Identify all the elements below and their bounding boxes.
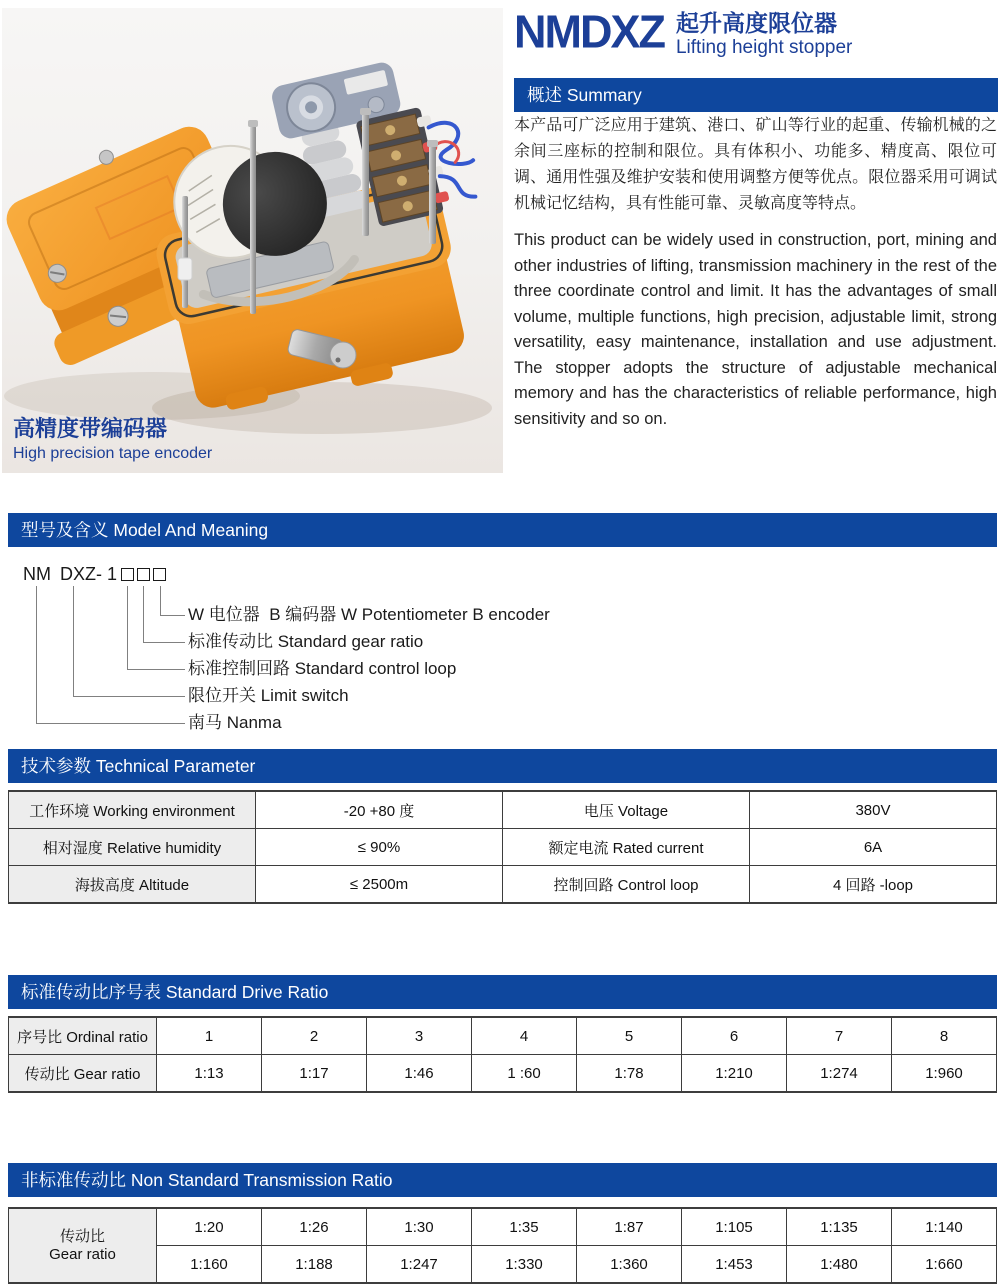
value-cell: 1:135 — [787, 1208, 892, 1246]
value-cell: 1:188 — [262, 1246, 367, 1284]
value-cell: 1:480 — [787, 1246, 892, 1284]
model-label: 南马 Nanma — [188, 713, 282, 732]
model-code-part: DXZ — [60, 564, 96, 584]
value-cell: 1:105 — [682, 1208, 787, 1246]
value-cell: 1:35 — [472, 1208, 577, 1246]
product-title-en: Lifting height stopper — [675, 37, 853, 58]
model-diagram — [0, 556, 1000, 748]
table-row — [9, 1246, 997, 1284]
model-label: 标准传动比 Standard gear ratio — [188, 632, 424, 651]
value-cell: 1:660 — [892, 1246, 997, 1284]
nonstandard-ratio-section-header: 非标准传动比 Non Standard Transmission Ratio — [8, 1163, 997, 1197]
table-row — [9, 829, 997, 866]
model-label: W 电位器 B 编码器 W Potentiometer B encoder — [188, 605, 550, 624]
nonstandard-ratio-table — [8, 1207, 997, 1284]
standard-ratio-table — [8, 1016, 997, 1093]
model-code-part: 1 — [107, 564, 118, 584]
value-cell: 额定电流 Rated current — [503, 829, 750, 866]
value-cell: 1:13 — [157, 1055, 262, 1093]
table-row — [9, 1208, 997, 1246]
table-row — [9, 1017, 997, 1055]
product-photo-illustration — [2, 8, 503, 473]
summary-text-en: This product can be widely used in construction, port, mining and other industries of lifting, transmission machinery in the rest of the three coordinate control and limit. It has the advantages of small volume, multiple functions, high precision, adjustable limit, strong versatility, easy maintenance, installation and use adjustment. The stopper adopts the structure of adjustable mechanical memory and has the characteristics of reliable performance, high sensitivity and so on. — [514, 231, 997, 428]
photo-caption-en: High precision tape encoder — [13, 445, 213, 462]
table-row — [9, 791, 997, 829]
summary-text-zh: 本产品可广泛应用于建筑、港口、矿山等行业的起重、传输机械的之余间三座标的控制和限位。具有体积小、功能多、精度高、限位可调、通用性强及维护安装和使用调整方便等优点。限位器采用可调试机械记忆结构，具有性能可靠、灵敏高度等特点。 — [514, 117, 997, 212]
value-cell: 6A — [750, 829, 997, 866]
technical-section-header: 技术参数 Technical Parameter — [8, 749, 997, 783]
value-cell: 1:210 — [682, 1055, 787, 1093]
product-photo-panel — [2, 8, 503, 473]
model-code-box — [153, 568, 166, 581]
gear-ratio-label-en: Gear ratio — [49, 1245, 116, 1263]
model-code-box — [121, 568, 134, 581]
model-section-header: 型号及含义 Model And Meaning — [8, 513, 997, 547]
value-cell: 1:453 — [682, 1246, 787, 1284]
table-row — [9, 866, 997, 904]
row-label-cell: 工作环境 Working environment — [9, 791, 256, 829]
value-cell: ≤ 2500m — [256, 866, 503, 904]
row-label-cell: 海拔高度 Altitude — [9, 866, 256, 904]
value-cell: -20 +80 度 — [256, 791, 503, 829]
model-code-part: - — [96, 564, 102, 584]
value-cell: 1:78 — [577, 1055, 682, 1093]
value-cell: 5 — [577, 1017, 682, 1055]
value-cell: 380V — [750, 791, 997, 829]
value-cell: 1:87 — [577, 1208, 682, 1246]
model-code-part: NM — [23, 564, 51, 584]
value-cell: 电压 Voltage — [503, 791, 750, 829]
value-cell: 1:160 — [157, 1246, 262, 1284]
value-cell: 1:46 — [367, 1055, 472, 1093]
brand-block — [514, 4, 853, 59]
product-title — [676, 8, 852, 59]
value-cell: 1 — [157, 1017, 262, 1055]
value-cell: 1:17 — [262, 1055, 367, 1093]
row-label-cell: 序号比 Ordinal ratio — [9, 1017, 157, 1055]
model-label: 限位开关 Limit switch — [188, 686, 349, 705]
table-row — [9, 1055, 997, 1093]
value-cell: 2 — [262, 1017, 367, 1055]
value-cell: 1:20 — [157, 1208, 262, 1246]
value-cell: 8 — [892, 1017, 997, 1055]
value-cell: 3 — [367, 1017, 472, 1055]
value-cell: 4 回路 -loop — [750, 866, 997, 904]
value-cell: 1:247 — [367, 1246, 472, 1284]
value-cell: 1:360 — [577, 1246, 682, 1284]
value-cell: 1:274 — [787, 1055, 892, 1093]
value-cell: 1:140 — [892, 1208, 997, 1246]
value-cell: 1:26 — [262, 1208, 367, 1246]
technical-parameter-table — [8, 790, 997, 904]
brand-logo: NMDXZ — [514, 4, 664, 58]
row-label-cell — [9, 1208, 157, 1283]
value-cell: 控制回路 Control loop — [503, 866, 750, 904]
value-cell: 4 — [472, 1017, 577, 1055]
value-cell: 1:330 — [472, 1246, 577, 1284]
value-cell: 1 :60 — [472, 1055, 577, 1093]
value-cell: 7 — [787, 1017, 892, 1055]
model-connector-line — [36, 586, 185, 724]
row-label-cell: 传动比 Gear ratio — [9, 1055, 157, 1093]
value-cell: 1:960 — [892, 1055, 997, 1093]
model-code-box — [137, 568, 150, 581]
product-title-zh: 起升高度限位器 — [675, 10, 837, 36]
value-cell: ≤ 90% — [256, 829, 503, 866]
summary-section-header: 概述 Summary — [514, 78, 998, 112]
row-label-cell: 相对湿度 Relative humidity — [9, 829, 256, 866]
value-cell: 1:30 — [367, 1208, 472, 1246]
photo-caption — [13, 416, 212, 464]
model-label: 标准控制回路 Standard control loop — [188, 659, 457, 678]
photo-caption-zh: 高精度带编码器 — [13, 416, 168, 441]
value-cell: 6 — [682, 1017, 787, 1055]
standard-ratio-section-header: 标准传动比序号表 Standard Drive Ratio — [8, 975, 997, 1009]
gear-ratio-label-zh: 传动比 — [59, 1227, 105, 1245]
